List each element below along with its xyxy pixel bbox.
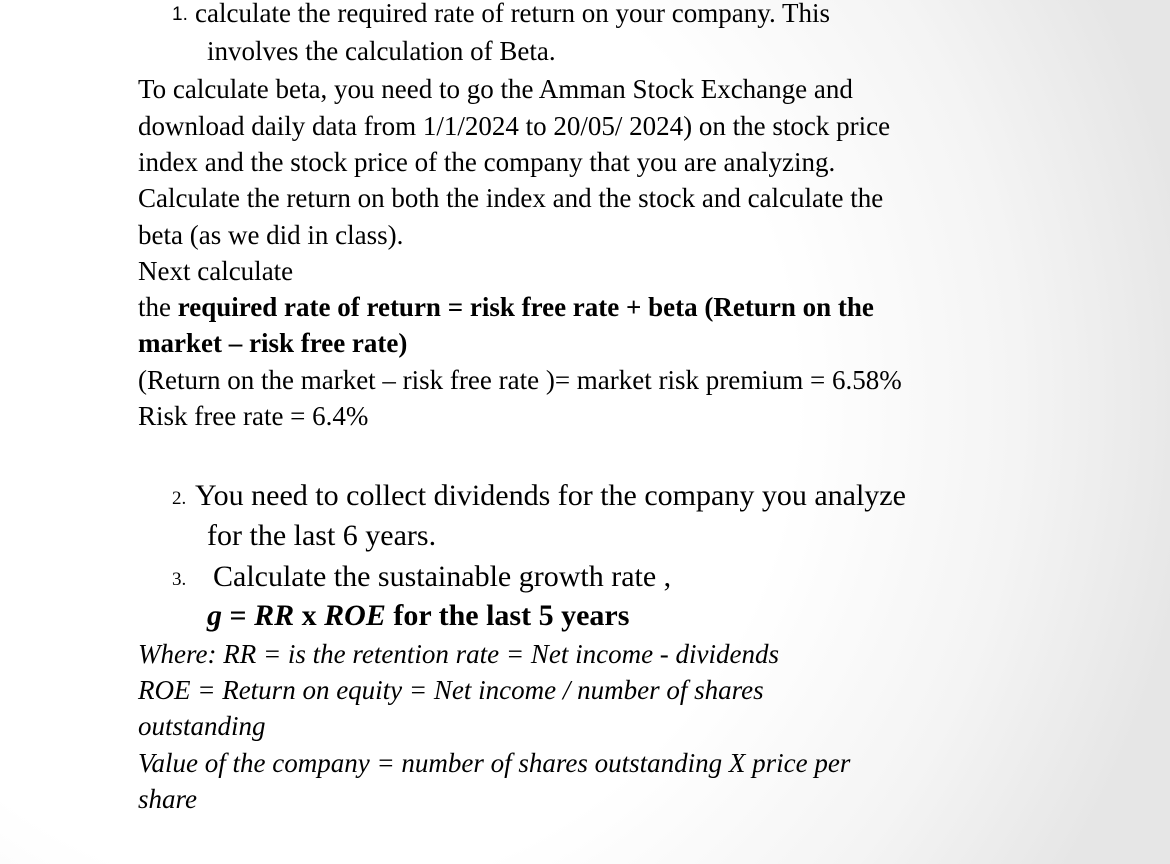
paragraph-line-1: To calculate beta, you need to go the Amman Stock Exchange and [138,74,853,104]
roe-definition-2: outstanding [138,711,266,741]
list-number-2: 2. [172,488,187,509]
item-2-line-1: You need to collect dividends for the company you analyze [195,479,906,512]
value-definition-1: Value of the company = number of shares outstanding X price per [138,748,851,778]
rr-symbol: RR [254,599,295,632]
list-number-3: 3. [172,569,187,590]
formula-prefix: the [138,292,178,322]
times-sign: x [294,599,325,632]
roe-definition-1: ROE = Return on equity = Net income / number of shares [138,675,764,705]
formula-bold-1: required rate of return = risk free rate + beta (Return on the [177,292,874,322]
value-definition-2: share [138,784,197,814]
item-2-line-2: for the last 6 years. [207,519,437,552]
list-number-1: 1. [172,4,188,25]
item-3-line-1: Calculate the sustainable growth rate , [213,560,672,593]
paragraph-line-6: Next calculate [138,256,294,286]
risk-free-line: Risk free rate = 6.4% [138,401,369,431]
paragraph-line-2: download daily data from 1/1/2024 to 20/05/ 2024) on the stock price [138,111,891,141]
rr-definition: Where: RR = is the retention rate = Net income - dividends [138,639,780,669]
paragraph-line-4: Calculate the return on both the index and the stock and calculate the [138,183,884,213]
growth-formula [207,601,629,631]
paragraph-line-5: beta (as we did in class). [138,220,404,250]
premium-line: (Return on the market – risk free rate )= market risk premium = 6.58% [138,365,902,395]
growth-tail: for the last 5 years [385,599,630,632]
paragraph-line-3: index and the stock price of the company that you are analyzing. [138,147,836,177]
item-1-line-2: involves the calculation of Beta. [207,36,556,66]
formula-line-1 [138,294,874,321]
equals-sign: = [222,599,255,632]
item-1-line-1: calculate the required rate of return on your company. This [195,0,831,28]
roe-symbol: ROE [324,599,386,632]
g-symbol: g [207,599,222,632]
formula-line-2: market – risk free rate) [138,328,408,358]
